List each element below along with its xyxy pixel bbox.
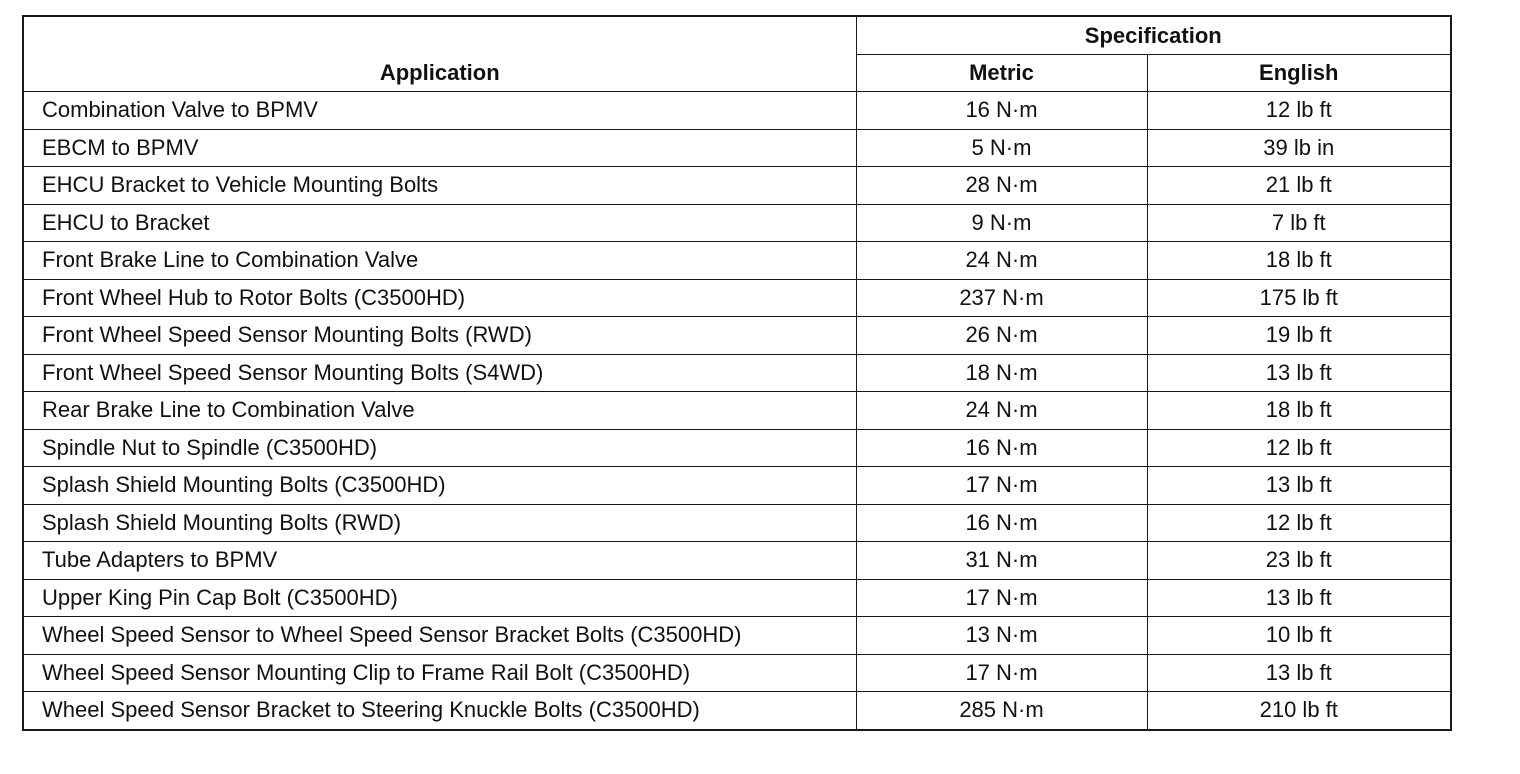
application-cell: Splash Shield Mounting Bolts (C3500HD) — [23, 467, 856, 505]
english-cell: 12 lb ft — [1147, 504, 1451, 542]
metric-cell: 26 N·m — [856, 317, 1147, 355]
english-cell: 13 lb ft — [1147, 654, 1451, 692]
application-cell: Front Wheel Hub to Rotor Bolts (C3500HD) — [23, 279, 856, 317]
application-cell: Wheel Speed Sensor Bracket to Steering Knuckle Bolts (C3500HD) — [23, 692, 856, 730]
table-row — [23, 92, 1451, 130]
english-cell: 13 lb ft — [1147, 354, 1451, 392]
table-body — [23, 92, 1451, 730]
table-row — [23, 129, 1451, 167]
application-cell: Rear Brake Line to Combination Valve — [23, 392, 856, 430]
metric-cell: 24 N·m — [856, 392, 1147, 430]
english-cell: 175 lb ft — [1147, 279, 1451, 317]
application-cell: EHCU to Bracket — [23, 204, 856, 242]
application-cell: Wheel Speed Sensor to Wheel Speed Sensor Bracket Bolts (C3500HD) — [23, 617, 856, 655]
table-row — [23, 279, 1451, 317]
application-cell: Combination Valve to BPMV — [23, 92, 856, 130]
table-row — [23, 167, 1451, 205]
english-cell: 7 lb ft — [1147, 204, 1451, 242]
english-cell: 19 lb ft — [1147, 317, 1451, 355]
fastener-spec-table — [22, 15, 1452, 731]
table-row — [23, 204, 1451, 242]
table-row — [23, 504, 1451, 542]
metric-cell: 17 N·m — [856, 579, 1147, 617]
table-header — [23, 16, 1451, 92]
application-cell: Front Brake Line to Combination Valve — [23, 242, 856, 280]
metric-cell: 9 N·m — [856, 204, 1147, 242]
metric-cell: 28 N·m — [856, 167, 1147, 205]
application-cell: EBCM to BPMV — [23, 129, 856, 167]
application-cell: EHCU Bracket to Vehicle Mounting Bolts — [23, 167, 856, 205]
application-cell: Front Wheel Speed Sensor Mounting Bolts (RWD) — [23, 317, 856, 355]
specification-header: Specification — [856, 16, 1451, 55]
english-cell: 18 lb ft — [1147, 242, 1451, 280]
english-header: English — [1147, 55, 1451, 92]
application-cell: Wheel Speed Sensor Mounting Clip to Frame Rail Bolt (C3500HD) — [23, 654, 856, 692]
application-cell: Spindle Nut to Spindle (C3500HD) — [23, 429, 856, 467]
metric-cell: 5 N·m — [856, 129, 1147, 167]
table-row — [23, 317, 1451, 355]
metric-cell: 17 N·m — [856, 467, 1147, 505]
table-row — [23, 542, 1451, 580]
table-row — [23, 467, 1451, 505]
english-cell: 13 lb ft — [1147, 579, 1451, 617]
metric-cell: 18 N·m — [856, 354, 1147, 392]
english-cell: 12 lb ft — [1147, 92, 1451, 130]
application-cell: Front Wheel Speed Sensor Mounting Bolts (S4WD) — [23, 354, 856, 392]
table-row — [23, 692, 1451, 730]
metric-cell: 17 N·m — [856, 654, 1147, 692]
english-cell: 23 lb ft — [1147, 542, 1451, 580]
table-row — [23, 654, 1451, 692]
application-cell: Tube Adapters to BPMV — [23, 542, 856, 580]
metric-cell: 285 N·m — [856, 692, 1147, 730]
english-cell: 21 lb ft — [1147, 167, 1451, 205]
header-row-top — [23, 16, 1451, 55]
table-row — [23, 579, 1451, 617]
english-cell: 10 lb ft — [1147, 617, 1451, 655]
application-header: Application — [23, 16, 856, 92]
english-cell: 210 lb ft — [1147, 692, 1451, 730]
metric-cell: 237 N·m — [856, 279, 1147, 317]
table-row — [23, 354, 1451, 392]
application-cell: Upper King Pin Cap Bolt (C3500HD) — [23, 579, 856, 617]
metric-cell: 13 N·m — [856, 617, 1147, 655]
metric-header: Metric — [856, 55, 1147, 92]
table-row — [23, 617, 1451, 655]
application-cell: Splash Shield Mounting Bolts (RWD) — [23, 504, 856, 542]
metric-cell: 16 N·m — [856, 429, 1147, 467]
english-cell: 13 lb ft — [1147, 467, 1451, 505]
table-row — [23, 392, 1451, 430]
metric-cell: 16 N·m — [856, 504, 1147, 542]
table-row — [23, 242, 1451, 280]
english-cell: 18 lb ft — [1147, 392, 1451, 430]
english-cell: 39 lb in — [1147, 129, 1451, 167]
english-cell: 12 lb ft — [1147, 429, 1451, 467]
metric-cell: 31 N·m — [856, 542, 1147, 580]
metric-cell: 24 N·m — [856, 242, 1147, 280]
table-row — [23, 429, 1451, 467]
metric-cell: 16 N·m — [856, 92, 1147, 130]
